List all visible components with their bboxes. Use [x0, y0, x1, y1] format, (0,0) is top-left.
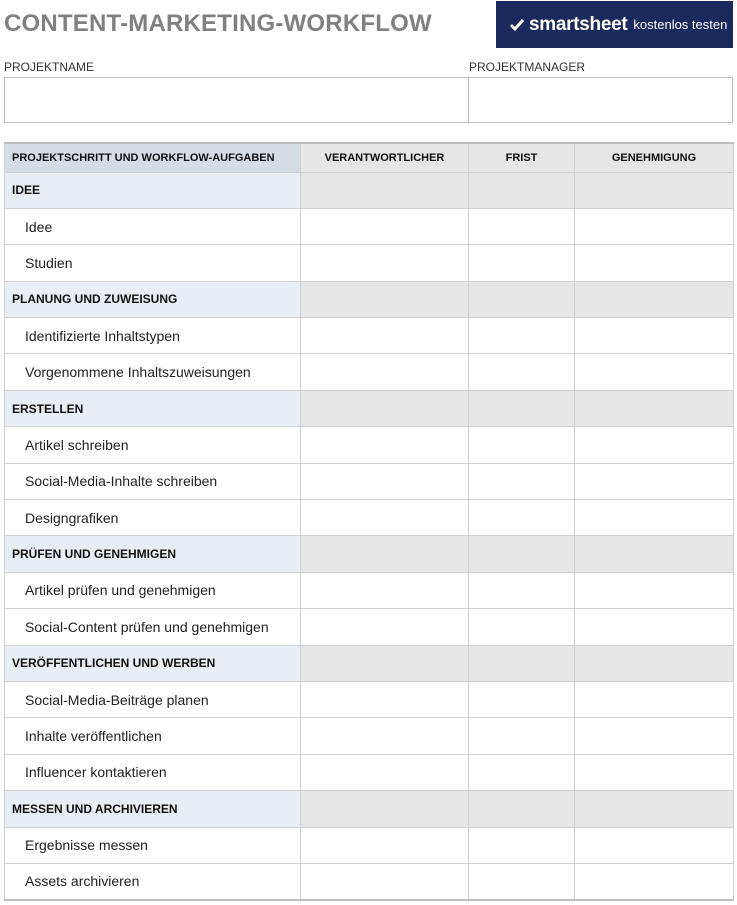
deadline-cell[interactable]	[469, 572, 575, 608]
task-row	[5, 609, 734, 645]
task-row	[5, 318, 734, 354]
approval-cell[interactable]	[575, 463, 734, 499]
task-row	[5, 500, 734, 536]
responsible-cell[interactable]	[301, 718, 469, 754]
responsible-cell[interactable]	[301, 354, 469, 390]
task-label: Idee	[5, 208, 301, 244]
deadline-cell[interactable]	[469, 863, 575, 899]
column-header-task: PROJEKTSCHRITT UND WORKFLOW-AUFGABEN	[5, 143, 301, 172]
approval-cell	[575, 390, 734, 426]
responsible-cell	[301, 172, 469, 208]
responsible-cell[interactable]	[301, 427, 469, 463]
deadline-cell[interactable]	[469, 609, 575, 645]
approval-cell[interactable]	[575, 609, 734, 645]
responsible-cell[interactable]	[301, 863, 469, 899]
section-row	[5, 172, 734, 208]
deadline-cell[interactable]	[469, 208, 575, 244]
approval-cell[interactable]	[575, 572, 734, 608]
task-label: Vorgenommene Inhaltszuweisungen	[5, 354, 301, 390]
task-label: Inhalte veröffentlichen	[5, 718, 301, 754]
deadline-cell[interactable]	[469, 354, 575, 390]
responsible-cell[interactable]	[301, 681, 469, 717]
section-label: ERSTELLEN	[5, 390, 301, 426]
task-row	[5, 754, 734, 790]
task-label: Artikel schreiben	[5, 427, 301, 463]
approval-cell[interactable]	[575, 827, 734, 863]
deadline-cell	[469, 536, 575, 572]
task-row	[5, 245, 734, 281]
responsible-cell[interactable]	[301, 208, 469, 244]
project-name-field[interactable]	[4, 77, 469, 123]
section-row	[5, 536, 734, 572]
section-row	[5, 390, 734, 426]
deadline-cell[interactable]	[469, 318, 575, 354]
task-row	[5, 208, 734, 244]
deadline-cell	[469, 645, 575, 681]
task-row	[5, 718, 734, 754]
responsible-cell	[301, 791, 469, 827]
task-row	[5, 463, 734, 499]
approval-cell[interactable]	[575, 718, 734, 754]
approval-cell	[575, 536, 734, 572]
project-manager-field[interactable]	[468, 77, 733, 123]
responsible-cell[interactable]	[301, 245, 469, 281]
deadline-cell[interactable]	[469, 754, 575, 790]
responsible-cell[interactable]	[301, 827, 469, 863]
page-title: CONTENT-MARKETING-WORKFLOW	[4, 10, 432, 37]
responsible-cell[interactable]	[301, 572, 469, 608]
deadline-cell[interactable]	[469, 500, 575, 536]
section-label: VERÖFFENTLICHEN UND WERBEN	[5, 645, 301, 681]
responsible-cell[interactable]	[301, 318, 469, 354]
task-label: Social-Media-Beiträge planen	[5, 681, 301, 717]
deadline-cell[interactable]	[469, 681, 575, 717]
checkmark-logo-icon	[510, 18, 524, 32]
table-header-row	[5, 143, 734, 172]
approval-cell	[575, 172, 734, 208]
project-name-label: PROJEKTNAME	[4, 60, 95, 74]
approval-cell	[575, 281, 734, 317]
responsible-cell	[301, 390, 469, 426]
approval-cell	[575, 645, 734, 681]
approval-cell[interactable]	[575, 354, 734, 390]
column-header-responsible: VERANTWORTLICHER	[301, 143, 469, 172]
task-label: Identifizierte Inhaltstypen	[5, 318, 301, 354]
brand-name: smartsheet	[529, 13, 628, 35]
approval-cell[interactable]	[575, 500, 734, 536]
deadline-cell	[469, 281, 575, 317]
responsible-cell[interactable]	[301, 609, 469, 645]
approval-cell[interactable]	[575, 863, 734, 899]
responsible-cell	[301, 645, 469, 681]
approval-cell[interactable]	[575, 754, 734, 790]
section-row	[5, 281, 734, 317]
section-row	[5, 791, 734, 827]
smartsheet-banner[interactable]	[496, 1, 733, 48]
deadline-cell	[469, 390, 575, 426]
section-label: MESSEN UND ARCHIVIEREN	[5, 791, 301, 827]
section-label: PLANUNG UND ZUWEISUNG	[5, 281, 301, 317]
section-row	[5, 645, 734, 681]
column-header-approval: GENEHMIGUNG	[575, 143, 734, 172]
deadline-cell[interactable]	[469, 463, 575, 499]
deadline-cell	[469, 791, 575, 827]
approval-cell	[575, 791, 734, 827]
task-row	[5, 827, 734, 863]
responsible-cell	[301, 281, 469, 317]
approval-cell[interactable]	[575, 208, 734, 244]
workflow-table	[4, 142, 734, 901]
task-label: Artikel prüfen und genehmigen	[5, 572, 301, 608]
task-label: Social-Content prüfen und genehmigen	[5, 609, 301, 645]
task-row	[5, 572, 734, 608]
approval-cell[interactable]	[575, 318, 734, 354]
responsible-cell[interactable]	[301, 463, 469, 499]
task-row	[5, 681, 734, 717]
column-header-deadline: FRIST	[469, 143, 575, 172]
task-label: Designgrafiken	[5, 500, 301, 536]
responsible-cell	[301, 536, 469, 572]
deadline-cell[interactable]	[469, 245, 575, 281]
task-row	[5, 427, 734, 463]
task-label: Ergebnisse messen	[5, 827, 301, 863]
responsible-cell[interactable]	[301, 754, 469, 790]
section-label: IDEE	[5, 172, 301, 208]
responsible-cell[interactable]	[301, 500, 469, 536]
approval-cell[interactable]	[575, 245, 734, 281]
task-label: Social-Media-Inhalte schreiben	[5, 463, 301, 499]
deadline-cell[interactable]	[469, 827, 575, 863]
project-manager-label: PROJEKTMANAGER	[469, 60, 586, 74]
approval-cell[interactable]	[575, 427, 734, 463]
task-label: Studien	[5, 245, 301, 281]
deadline-cell[interactable]	[469, 718, 575, 754]
section-label: PRÜFEN UND GENEHMIGEN	[5, 536, 301, 572]
deadline-cell	[469, 172, 575, 208]
deadline-cell[interactable]	[469, 427, 575, 463]
task-label: Influencer kontaktieren	[5, 754, 301, 790]
task-row	[5, 863, 734, 899]
task-label: Assets archivieren	[5, 863, 301, 899]
approval-cell[interactable]	[575, 681, 734, 717]
task-row	[5, 354, 734, 390]
try-free-link[interactable]: kostenlos testen	[633, 17, 728, 32]
